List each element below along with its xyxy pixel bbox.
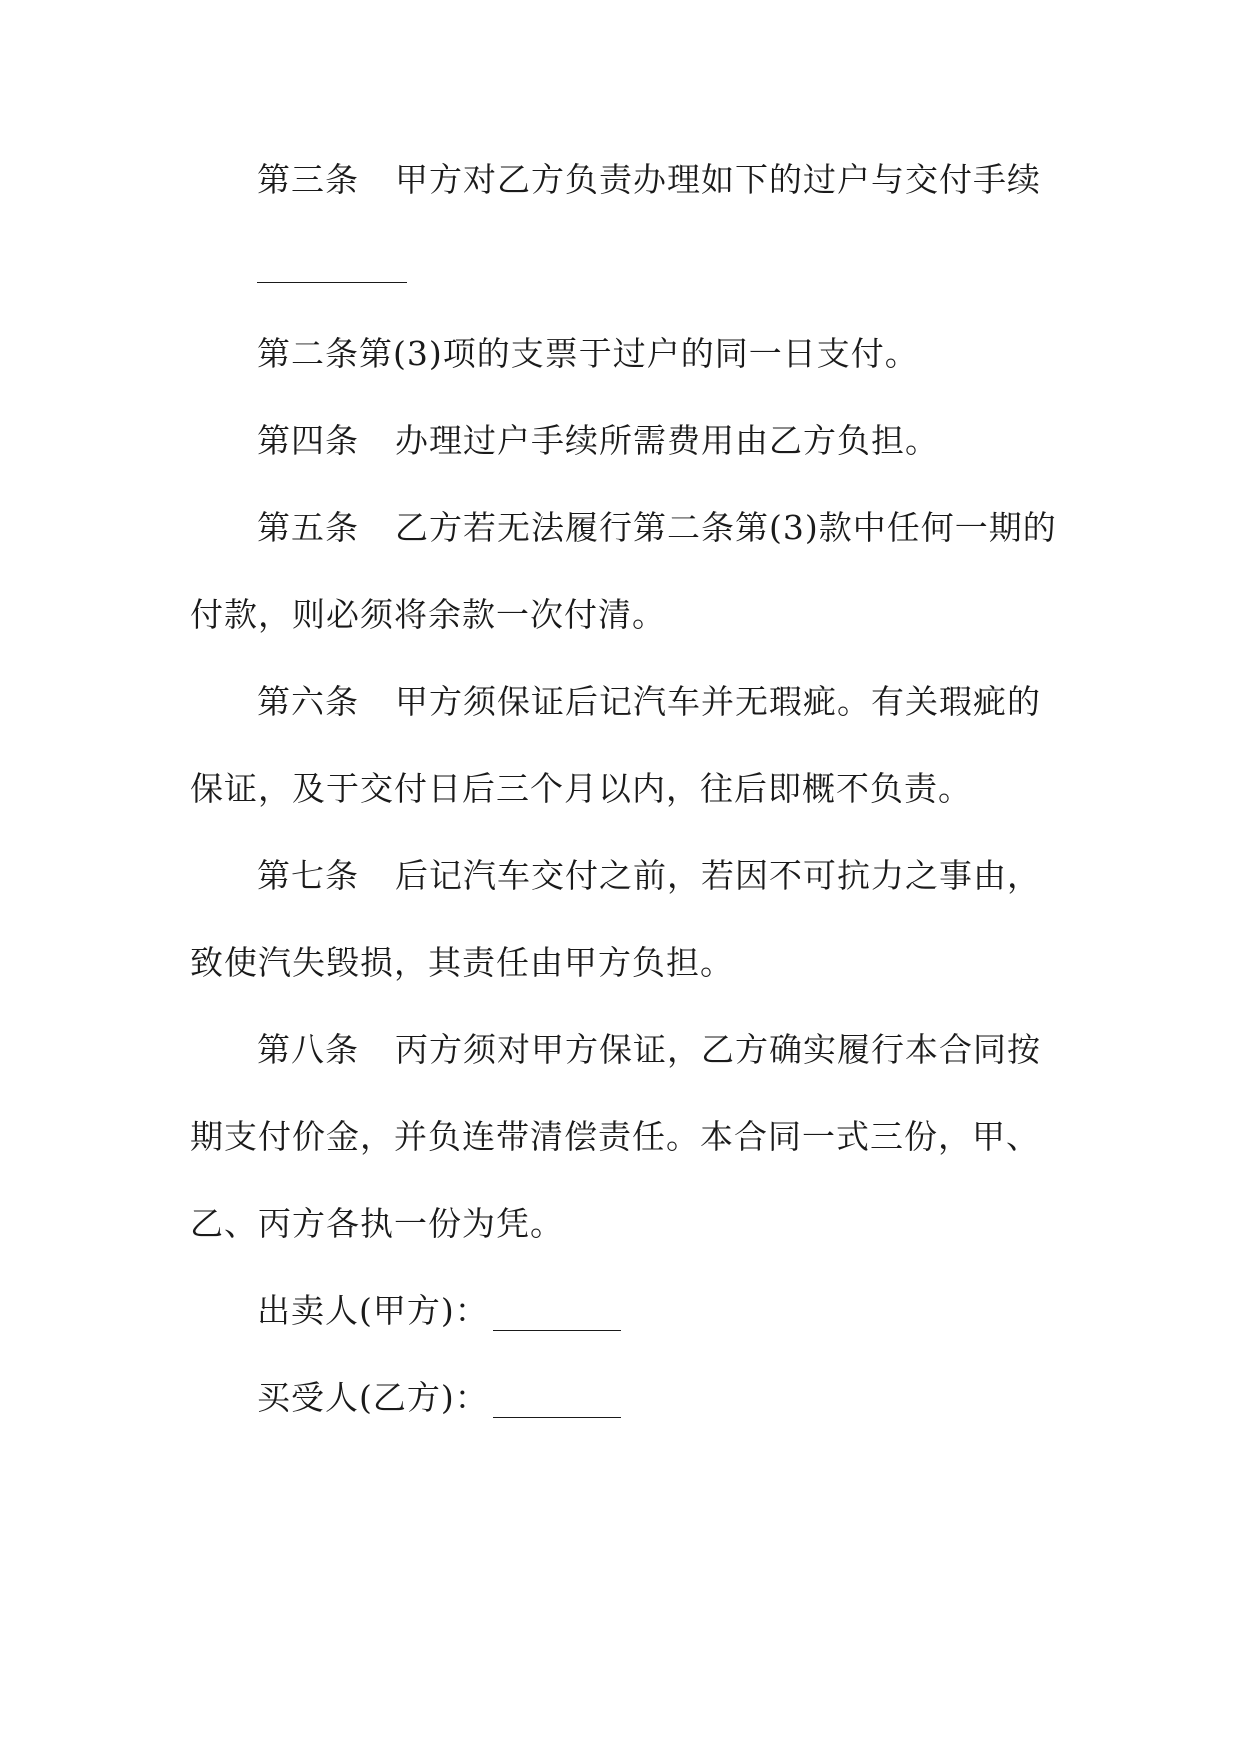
article-8-line-3: 乙、丙方各执一份为凭。 [190,1204,564,1243]
article-7-label: 第七条 [257,856,359,895]
article-8-text-1: 丙方须对甲方保证，乙方确实履行本合同按 [395,1030,1041,1069]
seller-label: 出卖人(甲方)： [257,1291,489,1330]
article-3-blank [257,282,407,283]
article-7-text-1: 后记汽车交付之前，若因不可抗力之事由， [395,856,1041,895]
seller-signature-field[interactable] [493,1300,621,1331]
article-3-line [257,160,1041,200]
article-6-text-1: 甲方须保证后记汽车并无瑕疵。有关瑕疵的 [395,682,1041,721]
article-8-line-2: 期支付价金，并负连带清偿责任。本合同一式三份，甲、 [190,1117,1040,1156]
article-6-line-2: 保证，及于交付日后三个月以内，往后即概不负责。 [190,769,972,808]
article-4-line [257,421,939,461]
article-5-line-1 [257,508,1057,548]
article-5-text-1: 乙方若无法履行第二条第(3)款中任何一期的 [395,508,1057,547]
article-7-line-2: 致使汽失毁损，其责任由甲方负担。 [190,943,734,982]
article-7-line-1 [257,856,1041,896]
buyer-signature-line [257,1378,621,1418]
article-4-label: 第四条 [257,421,359,460]
article-5-label: 第五条 [257,508,359,547]
article-8-line-1 [257,1030,1041,1070]
article-6-label: 第六条 [257,682,359,721]
article-3-text: 甲方对乙方负责办理如下的过户与交付手续 [395,160,1041,199]
article-8-label: 第八条 [257,1030,359,1069]
seller-signature-line [257,1291,621,1331]
article-6-line-1 [257,682,1041,722]
buyer-label: 买受人(乙方)： [257,1378,489,1417]
article-5-line-2: 付款，则必须将余款一次付清。 [190,595,666,634]
article-2-note: 第二条第(3)项的支票于过户的同一日支付。 [257,334,919,373]
article-3-label: 第三条 [257,160,359,199]
article-4-text: 办理过户手续所需费用由乙方负担。 [395,421,939,460]
buyer-signature-field[interactable] [493,1387,621,1418]
